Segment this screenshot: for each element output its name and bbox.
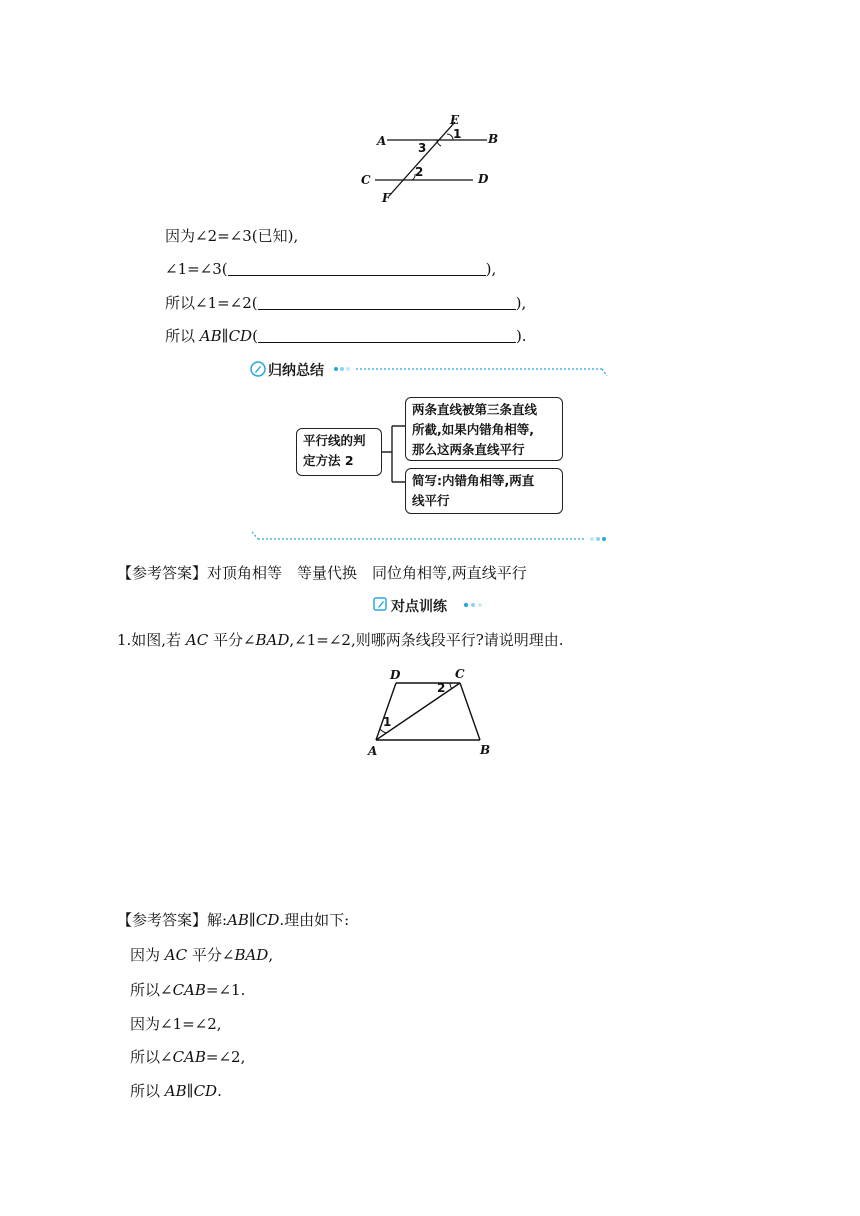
- summary-title: 归纳总结: [268, 363, 324, 379]
- angle-2-label: 2: [415, 165, 424, 179]
- blank-1[interactable]: [228, 260, 486, 276]
- answer-2-line-2: 因为 AC 平分∠BAD,: [130, 946, 274, 964]
- angle2-1-label: 1: [383, 715, 392, 729]
- label2-a: A: [368, 744, 378, 758]
- proof-line-4: 所以 AB∥CD( ).: [165, 327, 527, 345]
- answer-2-line-4: 因为∠1=∠2,: [130, 1015, 222, 1033]
- answer-2-line-5: 所以∠CAB=∠2,: [130, 1048, 246, 1066]
- label2-d: D: [390, 668, 401, 682]
- figure-trapezoid: [360, 660, 500, 760]
- angle-3-label: 3: [418, 141, 427, 155]
- label-a: A: [377, 134, 387, 148]
- answer-2-line-3: 所以∠CAB=∠1.: [130, 981, 246, 999]
- summary-pencil-icon: [250, 361, 266, 377]
- label-b: B: [488, 132, 499, 146]
- label-c: C: [361, 173, 371, 187]
- blank-3[interactable]: [258, 327, 516, 343]
- blank-2[interactable]: [258, 294, 516, 310]
- angle2-2-label: 2: [437, 681, 446, 695]
- label-e: E: [450, 113, 460, 127]
- summary-bottom-border: [250, 530, 615, 546]
- label-f: F: [382, 191, 391, 205]
- angle-1-label: 1: [453, 127, 462, 141]
- summary-short-box: 简写:内错角相等,两直 线平行: [405, 468, 563, 514]
- practice-title: 对点训练: [391, 599, 447, 615]
- summary-bracket: [382, 420, 406, 490]
- proof-line-1: 因为∠2=∠3(已知),: [165, 227, 299, 245]
- answer-1: 【参考答案】对顶角相等 等量代换 同位角相等,两直线平行: [117, 564, 527, 582]
- answer-2-line-6: 所以 AB∥CD.: [130, 1082, 222, 1100]
- proof-line-2: ∠1=∠3( ),: [165, 260, 497, 278]
- practice-edit-icon: [373, 597, 388, 612]
- practice-question: 1.如图,若 AC 平分∠BAD,∠1=∠2,则哪两条线段平行?请说明理由.: [117, 631, 564, 649]
- proof-line-3: 所以∠1=∠2( ),: [165, 294, 527, 312]
- answer-2-line-1: 【参考答案】解:AB∥CD.理由如下:: [117, 911, 350, 929]
- label-d: D: [478, 172, 489, 186]
- figure-parallel-lines: [355, 110, 515, 210]
- summary-definition-box: 两条直线被第三条直线 所截,如果内错角相等, 那么这两条直线平行: [405, 397, 563, 461]
- label2-b: B: [480, 743, 491, 757]
- practice-dots: [462, 600, 490, 610]
- summary-main-box: 平行线的判 定方法 2: [296, 428, 382, 476]
- label2-c: C: [455, 667, 465, 681]
